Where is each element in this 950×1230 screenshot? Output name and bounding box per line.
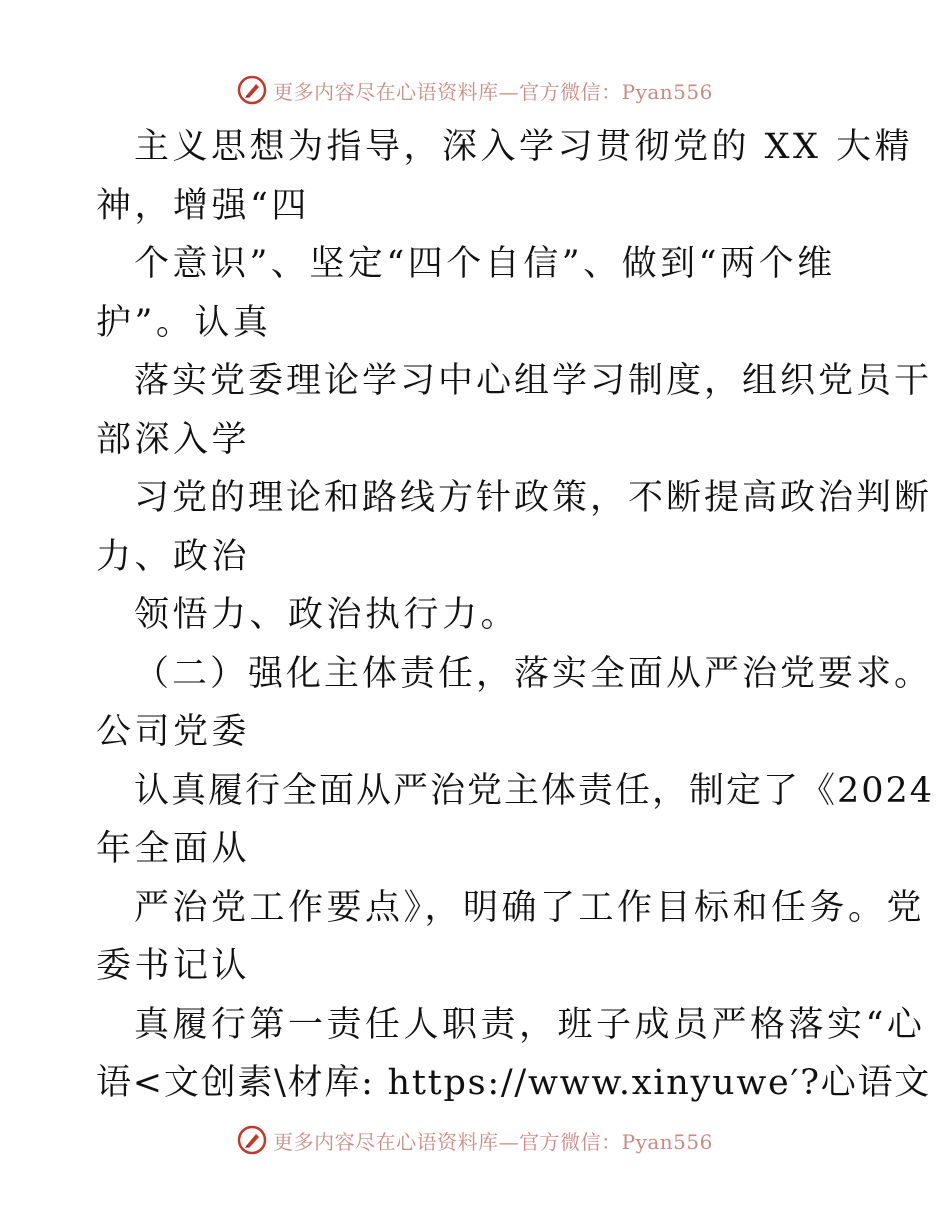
text-line: 严治党工作要点》，明确了工作目标和任务。党 — [134, 887, 926, 928]
header-watermark — [0, 70, 950, 110]
text-line: 年全面从 — [96, 829, 251, 869]
text-line: 个意识”、坚定“四个自信”、做到“两个维 — [134, 244, 836, 284]
text-line: 认真履行全面从严治党主体责任，制定了《2024 — [134, 770, 935, 811]
text-line: 公司党委 — [96, 712, 251, 752]
text-line: 护”。认真 — [96, 302, 272, 343]
text-line: 真履行第一责任人职责，班子成员严格落实“心 — [134, 1004, 926, 1045]
watermark-text: 更多内容尽在心语资料库—官方微信：Pyan556 — [273, 1129, 713, 1154]
text-line: 习党的理论和路线方针政策，不断提高政治判断 — [134, 478, 933, 518]
text-line: 落实党委理论学习中心组学习制度，组织党员干 — [134, 361, 933, 401]
text-line: 主义思想为指导，深入学习贯彻党的 XX 大精 — [134, 127, 914, 167]
footer-watermark — [0, 1120, 950, 1160]
pen-nib-circle-icon — [237, 1125, 267, 1155]
text-line: （二）强化主体责任，落实全面从严治党要求。 — [134, 653, 933, 694]
text-line: 神，增强“四 — [96, 185, 310, 226]
text-line: 委书记认 — [96, 946, 251, 986]
document-body — [96, 118, 935, 1113]
text-line: 语<文创素\材库: https://www.xinyuwe′?心语文 — [96, 1063, 931, 1103]
text-line: 力、政治 — [96, 536, 251, 577]
pen-nib-circle-icon — [237, 75, 267, 105]
watermark-text: 更多内容尽在心语资料库—官方微信：Pyan556 — [273, 79, 713, 104]
text-line: 部深入学 — [96, 419, 251, 460]
text-line: 领悟力、政治执行力。 — [134, 595, 520, 635]
